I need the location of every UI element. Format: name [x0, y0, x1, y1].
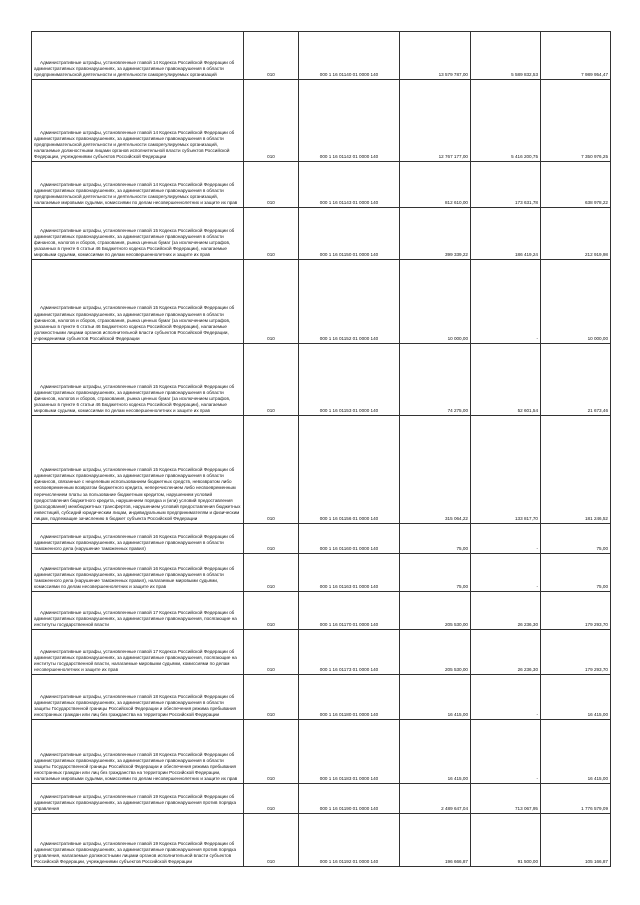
table-row — [32, 344, 611, 416]
executed-amount-cell: 5 416 200,75 — [471, 80, 541, 162]
executed-amount-cell: 5 589 832,53 — [471, 32, 541, 80]
approved-amount-cell: 75,00 — [400, 524, 471, 554]
table-row — [32, 208, 611, 260]
executed-amount-cell: 186 419,24 — [471, 208, 541, 260]
executed-amount-cell: 133 817,70 — [471, 416, 541, 524]
classification-code-cell: 000 1 16 01150 01 0000 140 — [299, 208, 400, 260]
income-name-cell: Административные штрафы, установленные главой 18 Кодекса Российской Федерации об административных правонарушениях, за административные правонарушения в области защиты Государственной границы Российской Федерации и обеспечения режима пребывания иностранных граждан или лиц без гражданства на территории Российской Федерации, налагаемые мировыми судьями, комиссиями по делам несовершеннолетних и защите их прав — [32, 720, 244, 784]
unexecuted-amount-cell: 75,00 — [541, 554, 611, 592]
table-body — [32, 32, 611, 867]
unexecuted-amount-cell: 7 350 976,25 — [541, 80, 611, 162]
line-code-cell: 010 — [244, 554, 299, 592]
table-row — [32, 524, 611, 554]
approved-amount-cell: 196 666,87 — [400, 814, 471, 867]
table-row — [32, 32, 611, 80]
table-row — [32, 416, 611, 524]
unexecuted-amount-cell: 179 293,70 — [541, 630, 611, 675]
table-row — [32, 554, 611, 592]
classification-code-cell: 000 1 16 01192 01 0000 140 — [299, 814, 400, 867]
line-code-cell: 010 — [244, 784, 299, 814]
executed-amount-cell: 26 236,30 — [471, 630, 541, 675]
approved-amount-cell: 75,00 — [400, 554, 471, 592]
table-row — [32, 630, 611, 675]
unexecuted-amount-cell: 16 415,00 — [541, 675, 611, 720]
unexecuted-amount-cell: 179 293,70 — [541, 592, 611, 630]
classification-code-cell: 000 1 16 01183 01 0000 140 — [299, 720, 400, 784]
income-name-cell: Административные штрафы, установленные главой 18 Кодекса Российской Федерации об административных правонарушениях, за административные правонарушения в области защиты Государственной границы Российской Федерации и обеспечения режима пребывания иностранных граждан или лиц без гражданства на территории Российской Федерации — [32, 675, 244, 720]
unexecuted-amount-cell: 16 415,00 — [541, 720, 611, 784]
classification-code-cell: 000 1 16 01140 01 0000 140 — [299, 32, 400, 80]
classification-code-cell: 000 1 16 01152 01 0000 140 — [299, 260, 400, 344]
executed-amount-cell: 26 236,30 — [471, 592, 541, 630]
table-row — [32, 260, 611, 344]
executed-amount-cell: 91 500,00 — [471, 814, 541, 867]
classification-code-cell: 000 1 16 01156 01 0000 140 — [299, 416, 400, 524]
approved-amount-cell: 812 610,00 — [400, 162, 471, 208]
classification-code-cell: 000 1 16 01142 01 0000 140 — [299, 80, 400, 162]
executed-amount-cell: - — [471, 524, 541, 554]
income-name-cell: Административные штрафы, установленные главой 14 Кодекса Российской Федерации об административных правонарушениях, за административные правонарушения в области предпринимательской деятельности и деятельности саморегулируемых организаций, налагаемые должностными лицами органов исполнительной власти субъектов Российской Федерации, учреждениями субъектов Российской Федерации — [32, 80, 244, 162]
executed-amount-cell: 713 067,95 — [471, 784, 541, 814]
income-name-cell: Административные штрафы, установленные главой 15 Кодекса Российской Федерации об административных правонарушениях, за административные правонарушения в области финансов, налогов и сборов, страхования, рынка ценных бумаг (за исключением штрафов, указанных в пункте 6 статьи 46 Бюджетного кодекса Российской Федерации), налагаемые мировыми судьями, комиссиями по делам несовершеннолетних и защите их прав — [32, 344, 244, 416]
executed-amount-cell: 173 631,78 — [471, 162, 541, 208]
classification-code-cell: 000 1 16 01190 01 0000 140 — [299, 784, 400, 814]
line-code-cell: 010 — [244, 592, 299, 630]
unexecuted-amount-cell: 105 166,87 — [541, 814, 611, 867]
income-name-cell: Административные штрафы, установленные главой 16 Кодекса Российской Федерации об административных правонарушениях, за административные правонарушения в области таможенного дела (нарушение таможенных правил) — [32, 524, 244, 554]
unexecuted-amount-cell: 212 919,98 — [541, 208, 611, 260]
line-code-cell: 010 — [244, 80, 299, 162]
executed-amount-cell: - — [471, 675, 541, 720]
approved-amount-cell: 399 339,22 — [400, 208, 471, 260]
approved-amount-cell: 10 000,00 — [400, 260, 471, 344]
line-code-cell: 010 — [244, 32, 299, 80]
table-row — [32, 814, 611, 867]
classification-code-cell: 000 1 16 01163 01 0000 140 — [299, 554, 400, 592]
executed-amount-cell: - — [471, 260, 541, 344]
unexecuted-amount-cell: 638 978,22 — [541, 162, 611, 208]
executed-amount-cell: 52 601,54 — [471, 344, 541, 416]
table-row — [32, 720, 611, 784]
classification-code-cell: 000 1 16 01173 01 0000 140 — [299, 630, 400, 675]
classification-code-cell: 000 1 16 01170 01 0000 140 — [299, 592, 400, 630]
line-code-cell: 010 — [244, 162, 299, 208]
line-code-cell: 010 — [244, 814, 299, 867]
budget-execution-table — [31, 31, 611, 867]
line-code-cell: 010 — [244, 208, 299, 260]
classification-code-cell: 000 1 16 01143 01 0000 140 — [299, 162, 400, 208]
approved-amount-cell: 16 415,00 — [400, 720, 471, 784]
approved-amount-cell: 16 415,00 — [400, 675, 471, 720]
unexecuted-amount-cell: 75,00 — [541, 524, 611, 554]
income-name-cell: Административные штрафы, установленные главой 15 Кодекса Российской Федерации об административных правонарушениях, за административные правонарушения в области финансов, налогов и сборов, страхования, рынка ценных бумаг (за исключением штрафов, указанных в пункте 6 статьи 46 Бюджетного кодекса Российской Федерации), налагаемые мировыми судьями, комиссиями по делам несовершеннолетних и защите их прав — [32, 208, 244, 260]
approved-amount-cell: 13 579 787,00 — [400, 32, 471, 80]
income-name-cell: Административные штрафы, установленные главой 19 Кодекса Российской Федерации об административных правонарушениях, за административные правонарушения против порядка управления — [32, 784, 244, 814]
line-code-cell: 010 — [244, 630, 299, 675]
income-name-cell: Административные штрафы, установленные главой 15 Кодекса Российской Федерации об административных правонарушениях, за административные правонарушения в области финансов, налогов и сборов, страхования, рынка ценных бумаг (за исключением штрафов, указанных в пункте 6 статьи 46 Бюджетного кодекса Российской Федерации), налагаемые должностными лицами органов исполнительной власти субъектов Российской Федерации, учреждениями субъектов Российской Федерации — [32, 260, 244, 344]
table-row — [32, 592, 611, 630]
line-code-cell: 010 — [244, 720, 299, 784]
unexecuted-amount-cell: 181 246,52 — [541, 416, 611, 524]
income-name-cell: Административные штрафы, установленные главой 14 Кодекса Российской Федерации об административных правонарушениях, за административные правонарушения в области предпринимательской деятельности и деятельности саморегулируемых организаций — [32, 32, 244, 80]
approved-amount-cell: 315 064,22 — [400, 416, 471, 524]
line-code-cell: 010 — [244, 260, 299, 344]
unexecuted-amount-cell: 21 673,46 — [541, 344, 611, 416]
line-code-cell: 010 — [244, 524, 299, 554]
executed-amount-cell: - — [471, 554, 541, 592]
approved-amount-cell: 205 530,00 — [400, 630, 471, 675]
income-name-cell: Административные штрафы, установленные главой 14 Кодекса Российской Федерации об административных правонарушениях, за административные правонарушения в области предпринимательской деятельности и деятельности саморегулируемых организаций, налагаемые мировыми судьями, комиссиями по делам несовершеннолетних и защите их прав — [32, 162, 244, 208]
income-name-cell: Административные штрафы, установленные главой 16 Кодекса Российской Федерации об административных правонарушениях, за административные правонарушения в области таможенного дела (нарушение таможенных правил), налагаемые мировыми судьями, комиссиями по делам несовершеннолетних и защите их прав — [32, 554, 244, 592]
table-row — [32, 162, 611, 208]
executed-amount-cell: - — [471, 720, 541, 784]
income-name-cell: Административные штрафы, установленные главой 17 Кодекса Российской Федерации об административных правонарушениях, за административные правонарушения, посягающие на институты государственной власти, налагаемые мировыми судьями, комиссиями по делам несовершеннолетних и защите их прав — [32, 630, 244, 675]
line-code-cell: 010 — [244, 344, 299, 416]
approved-amount-cell: 74 275,00 — [400, 344, 471, 416]
unexecuted-amount-cell: 7 989 954,47 — [541, 32, 611, 80]
line-code-cell: 010 — [244, 675, 299, 720]
classification-code-cell: 000 1 16 01180 01 0000 140 — [299, 675, 400, 720]
report-sheet — [31, 31, 610, 867]
table-row — [32, 80, 611, 162]
line-code-cell: 010 — [244, 416, 299, 524]
approved-amount-cell: 205 530,00 — [400, 592, 471, 630]
approved-amount-cell: 12 767 177,00 — [400, 80, 471, 162]
approved-amount-cell: 2 489 647,04 — [400, 784, 471, 814]
income-name-cell: Административные штрафы, установленные главой 15 Кодекса Российской Федерации об административных правонарушениях, за административные правонарушения в области финансов, связанные с нецелевым использованием бюджетных средств, невозвратом либо несвоевременным возвратом бюджетного кредита, неперечислением либо несвоевременным перечислением платы за пользование бюджетным кредитом, нарушением условий предоставления бюджетного кредита, нарушением порядка и (или) условий предоставления (расходования) межбюджетных трансфертов, нарушением условий предоставления бюджетных инвестиций, субсидий юридическим лицам, индивидуальным предпринимателям и физическим лицам, подлежащие зачислению в бюджет субъекта Российской Федерации — [32, 416, 244, 524]
income-name-cell: Административные штрафы, установленные главой 19 Кодекса Российской Федерации об административных правонарушениях, за административные правонарушения против порядка управления, налагаемые должностными лицами органов исполнительной власти субъектов Российской Федерации, учреждениями субъектов Российской Федерации — [32, 814, 244, 867]
unexecuted-amount-cell: 10 000,00 — [541, 260, 611, 344]
classification-code-cell: 000 1 16 01153 01 0000 140 — [299, 344, 400, 416]
table-row — [32, 675, 611, 720]
income-name-cell: Административные штрафы, установленные главой 17 Кодекса Российской Федерации об административных правонарушениях, за административные правонарушения, посягающие на институты государственной власти — [32, 592, 244, 630]
unexecuted-amount-cell: 1 776 579,09 — [541, 784, 611, 814]
table-row — [32, 784, 611, 814]
classification-code-cell: 000 1 16 01160 01 0000 140 — [299, 524, 400, 554]
